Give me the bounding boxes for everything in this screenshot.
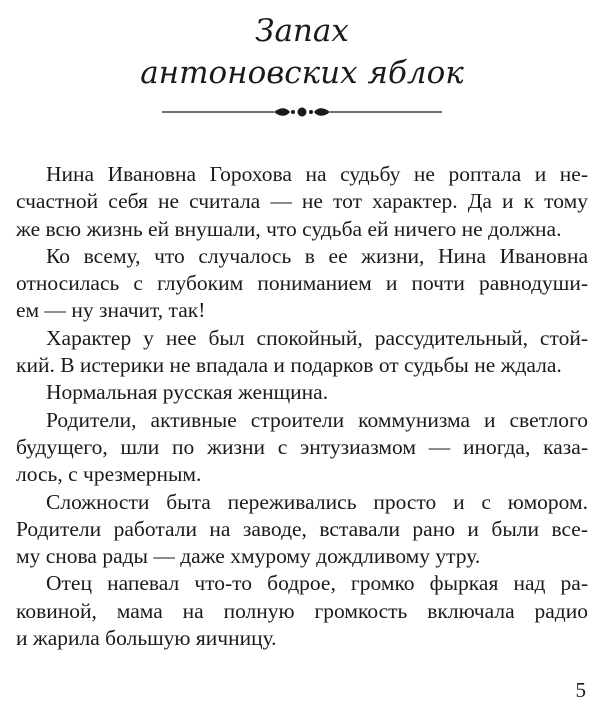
chapter-title-line-2: антоновских яблок (140, 55, 464, 91)
text-line: Нормальная русская женщина. (46, 380, 329, 405)
text-line: счастной себя не считала — не тот характер. Да и к тому (16, 189, 588, 214)
text-line: Характер у нее был спокойный, рассудительный, стой- (46, 325, 588, 350)
text-line: Родители, активные строители коммунизма и светлого (46, 407, 588, 432)
text-line: Отец напевал что-то бодрое, громко фыркая над ра- (46, 571, 588, 596)
body-text (16, 161, 588, 652)
page-number: 5 (575, 678, 586, 702)
chapter-title-line-1: Запах (255, 13, 349, 49)
text-line: лось, с чрезмерным. (16, 462, 202, 487)
text-line: ем — ну значит, так! (16, 298, 206, 323)
text-line: Ко всему, что случалось в ее жизни, Нина Ивановна (46, 243, 588, 268)
text-line: ковиной, мама на полную громкость включала радио (16, 598, 588, 623)
text-line: му снова рады — даже хмурому дождливому утру. (16, 544, 481, 569)
text-line: Родители работали на заводе, вставали рано и были все- (16, 516, 588, 541)
text-line: же всю жизнь ей внушали, что судьба ей ничего не должна. (16, 216, 562, 241)
text-line: и жарила большую яичницу. (16, 626, 277, 651)
text-line: Сложности быта переживались просто и с юмором. (46, 489, 588, 514)
divider-ornament-icon (162, 104, 442, 120)
text-line: будущего, шли по жизни с энтузиазмом — иногда, каза- (16, 434, 588, 459)
text-line: относилась с глубоким пониманием и почти равнодуши- (16, 271, 588, 296)
text-line: кий. В истерики не впадала и подарков от судьбы не ждала. (16, 353, 562, 378)
text-line: Нина Ивановна Горохова на судьбу не роптала и не- (46, 162, 588, 186)
